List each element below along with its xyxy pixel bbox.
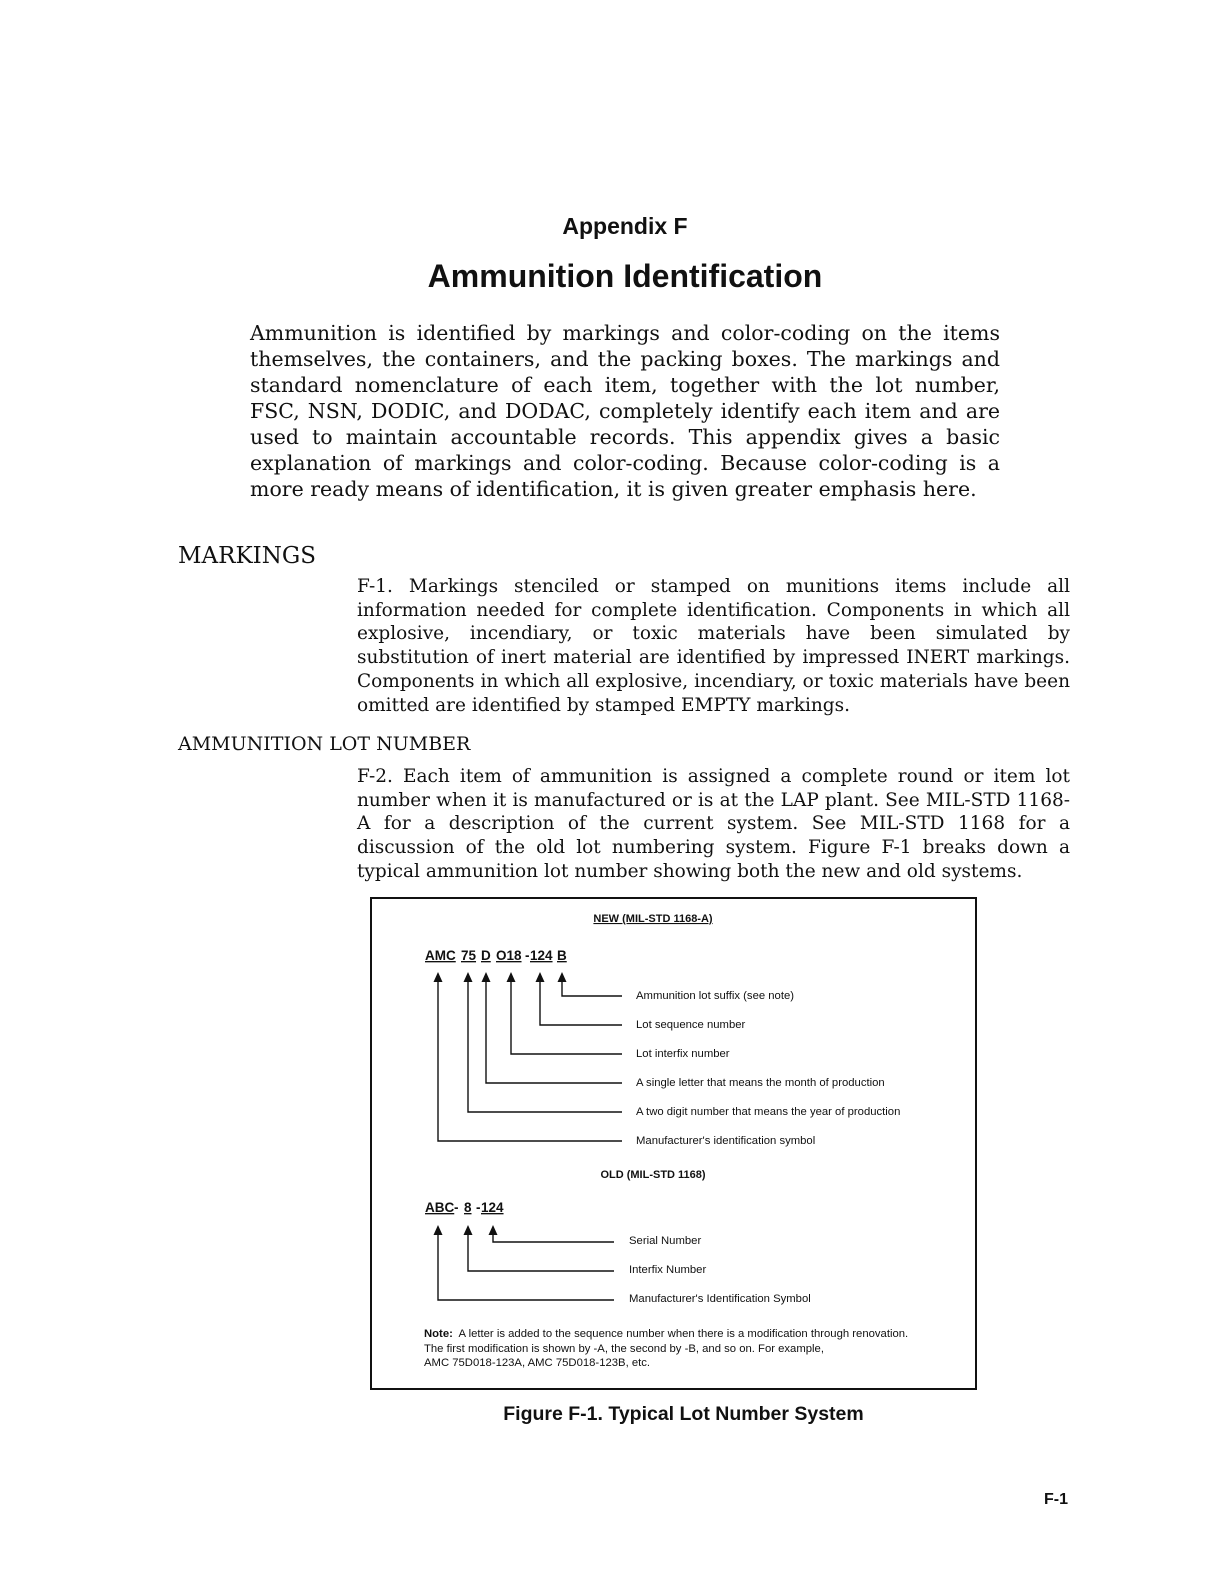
new-label-interfix: Lot interfix number [636, 1048, 730, 1060]
new-part-year: 75 [461, 948, 477, 963]
new-arrow-sequence [536, 972, 623, 1025]
new-system-title: NEW (MIL-STD 1168-A) [593, 913, 713, 925]
new-label-suffix: Ammunition lot suffix (see note) [636, 990, 795, 1002]
lot-number-diagram [372, 899, 975, 1388]
new-label-sequence: Lot sequence number [636, 1019, 746, 1031]
figure-lot-number-system [370, 897, 977, 1390]
old-label-manufacturer: Manufacturer's Identification Symbol [629, 1293, 811, 1305]
old-part-hyphen-2: - [476, 1200, 481, 1215]
new-part-manufacturer: AMC [425, 948, 456, 963]
note-label: Note: [424, 1328, 453, 1340]
new-part-hyphen: - [525, 948, 530, 963]
appendix-label: Appendix F [562, 213, 688, 239]
paragraph-f1: F-1. Markings stenciled or stamped on munitions items include all information needed for complete identification. Components in which all explosive, incendiary, or toxic materials have been simulated by substitution of inert material are identified by impressed INERT markings. Components in which all explosive, incendiary, or toxic materials have been omitted are identified by stamped EMPTY markings. [357, 576, 1070, 716]
section-heading-markings: MARKINGS [178, 543, 316, 569]
section-heading-lot-number: AMMUNITION LOT NUMBER [178, 733, 471, 755]
old-system-title: OLD (MIL-STD 1168) [600, 1169, 706, 1181]
old-label-interfix: Interfix Number [629, 1264, 707, 1276]
page-number: F-1 [1044, 1491, 1068, 1508]
intro-paragraph: Ammunition is identified by markings and color-coding on the items themselves, the containers, and the packing boxes. The markings and standard nomenclature of each item, together with the lot number, FSC, NSN, DODIC, and DODAC, completely identify each item and are used to maintain accountable records. This appendix gives a basic explanation of markings and color-coding. Because color-coding is a more ready means of identification, it is given greater emphasis here. [250, 321, 1000, 501]
old-label-serial: Serial Number [629, 1235, 702, 1247]
old-part-serial: 124 [481, 1200, 504, 1215]
note-line-1: A letter is added to the sequence number when there is a modification through renovation. [458, 1328, 909, 1340]
new-label-year: A two digit number that means the year of production [636, 1106, 901, 1118]
old-part-hyphen-1: - [454, 1200, 459, 1215]
new-arrow-manufacturer [434, 972, 623, 1141]
new-label-manufacturer: Manufacturer's identification symbol [636, 1135, 816, 1147]
old-part-interfix: 8 [464, 1200, 472, 1215]
page-title: Ammunition Identification [427, 258, 823, 294]
figure-caption: Figure F-1. Typical Lot Number System [503, 1403, 864, 1425]
new-label-month: A single letter that means the month of production [636, 1077, 885, 1089]
new-part-sequence: 124 [530, 948, 553, 963]
new-arrow-month [482, 972, 623, 1083]
old-part-manufacturer: ABC [425, 1200, 455, 1215]
note-line-2: The first modification is shown by -A, the second by -B, and so on. For example, [424, 1342, 824, 1355]
new-part-interfix: O18 [496, 948, 522, 963]
note-line-3: AMC 75D018-123A, AMC 75D018-123B, etc. [424, 1357, 651, 1369]
new-arrow-interfix [507, 972, 623, 1054]
new-arrow-suffix [558, 972, 623, 996]
new-part-month: D [481, 948, 491, 963]
figure-note [424, 1327, 964, 1371]
old-arrow-manufacturer [434, 1225, 615, 1300]
old-arrow-interfix [464, 1225, 615, 1271]
paragraph-f2: F-2. Each item of ammunition is assigned a complete round or item lot number when it is manufactured or is at the LAP plant. See MIL-STD 1168-A for a description of the current system. See MIL-STD 1168 for a discussion of the old lot numbering system. Figure F-1 breaks down a typical ammunition lot number showing both the new and old systems. [357, 766, 1070, 882]
old-arrow-serial [489, 1225, 615, 1242]
new-arrow-year [464, 972, 623, 1112]
new-part-suffix: B [557, 948, 567, 963]
